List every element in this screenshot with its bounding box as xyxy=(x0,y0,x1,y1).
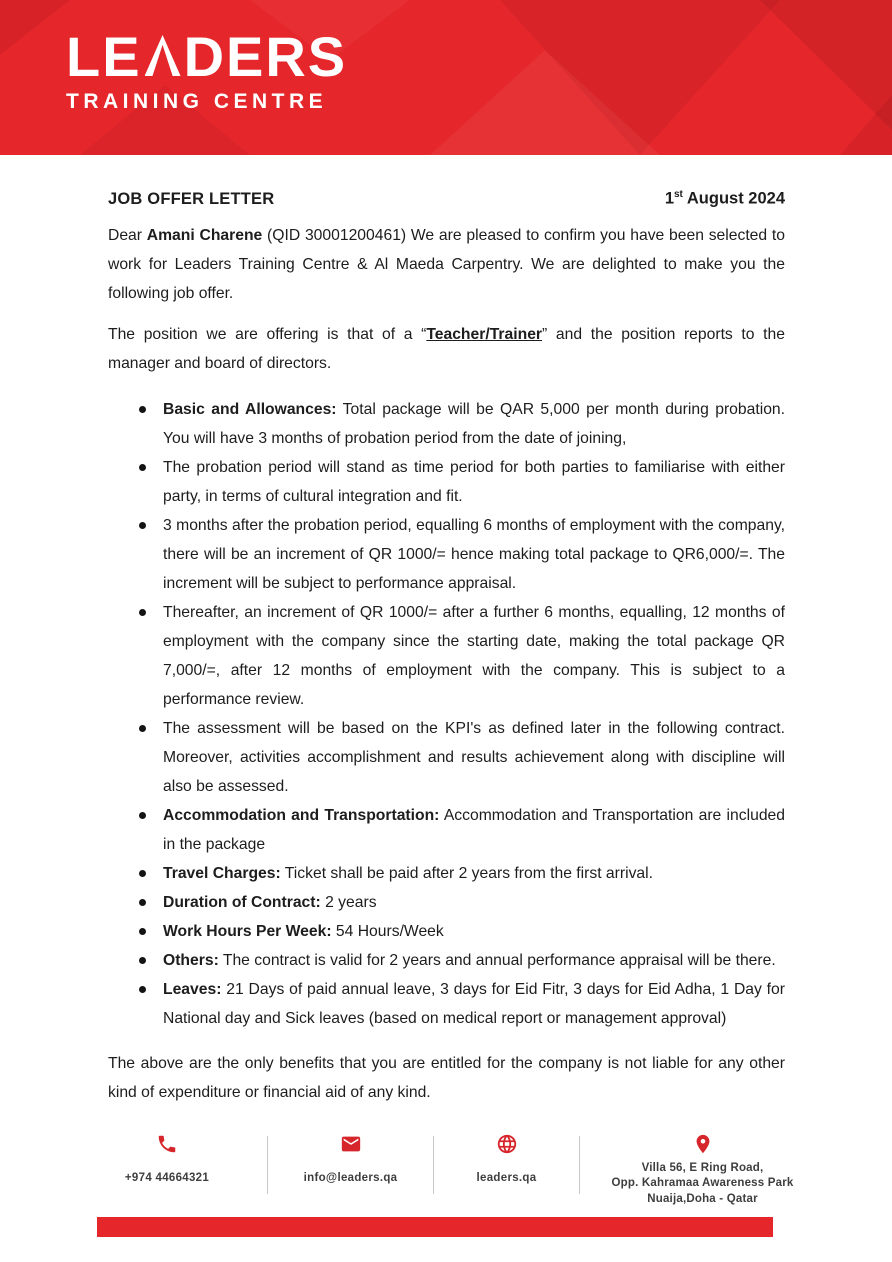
address-line-3: Nuaija,Doha - Qatar xyxy=(647,1192,758,1205)
intro-pre: Dear xyxy=(108,226,147,244)
list-item-work-hours xyxy=(163,917,785,946)
list-item-probation-period xyxy=(163,453,785,511)
email-address: info@leaders.qa xyxy=(303,1171,398,1184)
position-pre: The position we are offering is that of a “ xyxy=(108,325,427,343)
website-url: leaders.qa xyxy=(476,1171,537,1184)
brand-logo xyxy=(66,25,348,114)
recipient-name: Amani Charene xyxy=(146,226,263,244)
header-banner xyxy=(0,0,892,155)
position-paragraph xyxy=(108,320,785,378)
bullet-text: The assessment will be based on the KPI's as defined later in the following contract. Moreover, activities accomplishment and results achievement along with discipline will also be assessed. xyxy=(163,719,785,795)
position-role: Teacher/Trainer xyxy=(426,325,543,343)
footer-address-block xyxy=(580,1133,825,1208)
list-item-others xyxy=(163,946,785,975)
address-line-2: Opp. Kahramaa Awareness Park xyxy=(611,1177,794,1189)
bullet-text: The contract is valid for 2 years and annual performance appraisal will be there. xyxy=(218,951,776,969)
list-item-first-increment xyxy=(163,511,785,598)
footer-website-block xyxy=(434,1133,579,1184)
bullet-lead: Others: xyxy=(163,951,219,969)
list-item-leaves xyxy=(163,975,785,1033)
logo-subtitle: TRAINING CENTRE xyxy=(66,90,328,113)
bullet-text: Ticket shall be paid after 2 years from the first arrival. xyxy=(280,864,654,882)
footer-phone-block xyxy=(67,1133,267,1184)
date-month-year: August 2024 xyxy=(682,189,785,208)
bullet-text: Accommodation and Transportation are included in the package xyxy=(163,806,785,853)
letter-date xyxy=(665,189,785,209)
contact-footer xyxy=(0,1133,892,1208)
phone-number: +974 44664321 xyxy=(124,1171,210,1184)
bullet-text: Total package will be QAR 5,000 per month during probation. You will have 3 months of probation period from the date of joining, xyxy=(163,400,786,447)
list-item-accommodation xyxy=(163,801,785,859)
logo-text-le: LE xyxy=(66,25,142,88)
bullet-text: 54 Hours/Week xyxy=(331,922,444,940)
terms-list xyxy=(108,395,785,1033)
email-icon xyxy=(340,1133,362,1155)
bullet-lead: Travel Charges: xyxy=(163,864,281,882)
bullet-text: The probation period will stand as time period for both parties to familiarise with either party, in terms of cultural integration and fit. xyxy=(163,458,785,505)
logo-wordmark xyxy=(66,25,348,88)
footer-email-block xyxy=(268,1133,433,1184)
bullet-text: Thereafter, an increment of QR 1000/= after a further 6 months, equalling, 12 months of employment with the company since the starting date, making the total package QR 7,000/=, after 12 months of employment with the company. This is subject to a performance review. xyxy=(163,603,785,708)
bullet-text: 21 Days of paid annual leave, 3 days for Eid Fitr, 3 days for Eid Adha, 1 Day for National day and Sick leaves (based on medical report or management approval) xyxy=(163,980,785,1027)
title-row xyxy=(108,189,785,209)
bullet-text: 2 years xyxy=(320,893,377,911)
letter-body xyxy=(0,155,892,1107)
date-day: 1 xyxy=(664,189,674,208)
phone-icon xyxy=(156,1133,178,1155)
bullet-lead: Leaves: xyxy=(163,980,222,998)
bullet-lead: Duration of Contract: xyxy=(163,893,321,911)
list-item-assessment xyxy=(163,714,785,801)
intro-paragraph xyxy=(108,221,785,308)
logo-text-ders: DERS xyxy=(183,25,348,88)
bullet-lead: Basic and Allowances: xyxy=(163,400,337,418)
location-pin-icon xyxy=(692,1133,714,1155)
closing-paragraph: The above are the only benefits that you are entitled for the company is not liable for any other kind of expenditure or financial aid of any kind. xyxy=(108,1054,785,1101)
bottom-red-bar xyxy=(97,1217,773,1237)
list-item-travel-charges xyxy=(163,859,785,888)
list-item-basic-allowances xyxy=(163,395,785,453)
list-item-second-increment xyxy=(163,598,785,714)
bullet-text: 3 months after the probation period, equalling 6 months of employment with the company, there will be an increment of QR 1000/= hence making total package to QR6,000/=. The increment will be subject to performance appraisal. xyxy=(163,516,785,592)
bullet-lead: Accommodation and Transportation: xyxy=(163,806,440,824)
bullet-lead: Work Hours Per Week: xyxy=(163,922,332,940)
address-line-1: Villa 56, E Ring Road, xyxy=(641,1161,764,1174)
letter-title: JOB OFFER LETTER xyxy=(108,189,275,208)
date-ordinal: st xyxy=(674,189,683,200)
intro-post: (QID 30001200461) We are pleased to confirm you have been selected to work for Leaders Training Centre & Al Maeda Carpentry. We are delighted to make you the following job offer. xyxy=(108,226,785,302)
position-post: ” and the position reports to the manager and board of directors. xyxy=(108,325,785,372)
address-text xyxy=(611,1161,793,1208)
globe-icon xyxy=(496,1133,518,1155)
logo-stylized-a xyxy=(145,35,181,76)
list-item-contract-duration xyxy=(163,888,785,917)
